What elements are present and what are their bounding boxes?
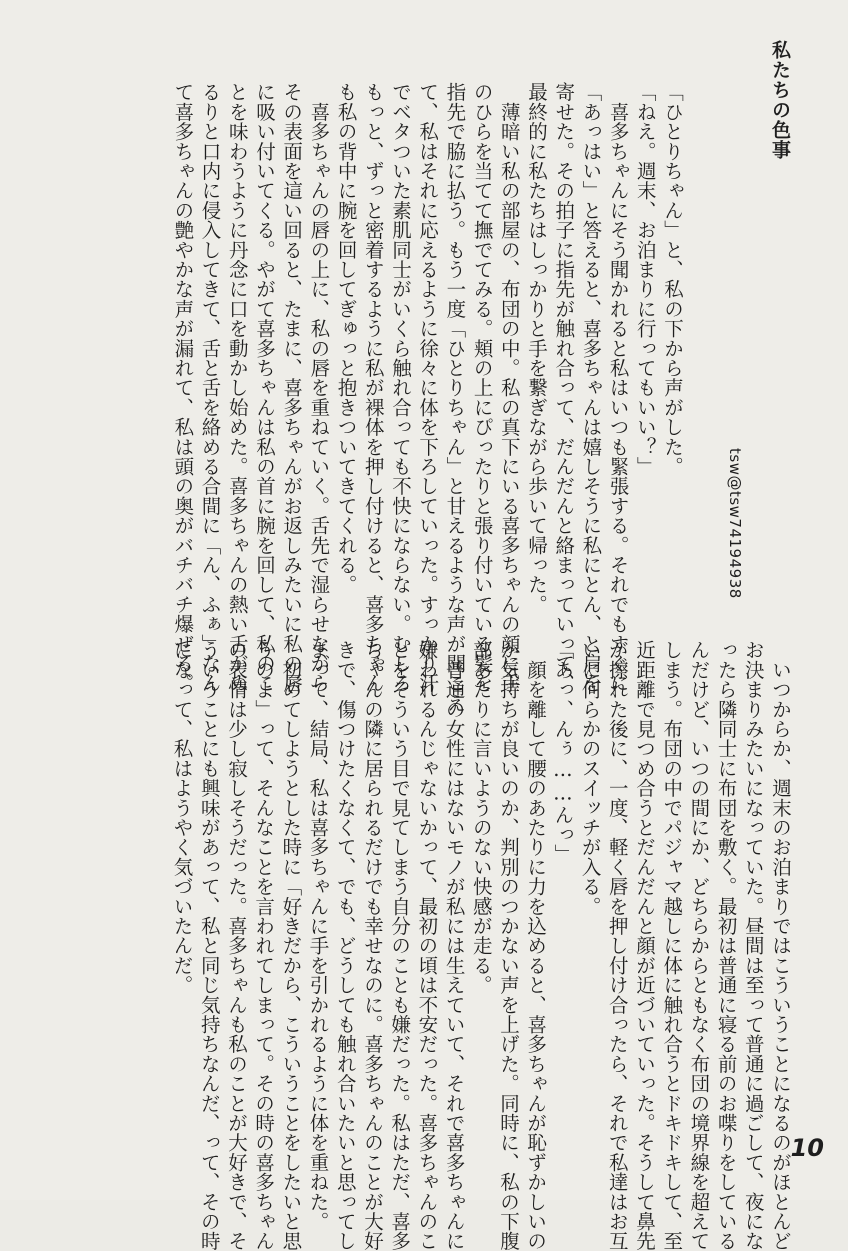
author-credit: tsw@tsw74194938	[726, 448, 744, 599]
upper-text-block: 「ひとりちゃん」と、私の下から声がした。 「ねえ。週末、お泊まりに行ってもいい？」 喜多ちゃんにそう聞かれると私はいつも緊張する。それでもすぐに 「あっはい」と答えると、喜多ちゃんは嬉しそうに私にとん、と肩を 寄せた。その拍子に指先が触れ合って、だんだんと絡まっていって、 最終的に私たちはしっかりと手を繋ぎながら歩いて帰った。 薄暗い私の部屋の、布団の中。私の真下にいる喜多ちゃんの顔に手 のひらを当てて撫でてみる。頬の上にぴったりと張り付いている髪を 指先で脇に払う。もう一度「ひとりちゃん」と甘えるような声が聞こえ て、私はそれに応えるように徐々に体を下ろしていった。すっかり汗 でベタついた素肌同士がいくら触れ合っても不快にならない。むしろ もっと、ずっと密着するように私が裸体を押し付けると、喜多ちゃん も私の背中に腕を回してぎゅっと抱きついてきてくれる。 喜多ちゃんの唇の上に、私の唇を重ねていく。舌先で湿らせながら その表面を這い回ると、たまに、喜多ちゃんがお返しみたいに私の唇 に吸い付いてくる。やがて喜多ちゃんは私の首に腕を回して、私のこ とを味わうように丹念に口を動かし始めた。喜多ちゃんの熱い舌がぬ るりと口内に侵入してきて、舌と舌を絡める合間に「ん、ふぁ」なん て喜多ちゃんの艶やかな声が漏れて、私は頭の奥がバチバチ爆ぜる。	[171, 82, 684, 713]
lower-text-block: いつからか、週末のお泊まりではこういうことになるのがほとんど お決まりみたいになっていた。昼間は至って普通に過ごして、夜にな ったら隣同士に布団を敷く。最初は普通に寝る前のお喋りをしている んだけど、いつの間にか、どちらからともなく布団の境界線を超えて しまう。布団の中でパジャマ越しに体に触れ合うとドキドキして、至 近距離で見つめ合うとだんだんと顔が近づいていった。そうして鼻先 が擦れた後に、一度、軽く唇を押し付け合ったら、それで私達はお互 いに何らかのスイッチが入る。 「あっ、んぅ……んっ」 顔を離して腰のあたりに力を込めると、喜多ちゃんが恥ずかしいの か気持ちが良いのか、判別のつかない声を上げた。同時に、私の下腹 部あたりに言いようのない快感が走る。 普通の女性にはないモノが私には生えていて、それで喜多ちゃんに 嫌われるんじゃないかって、最初の頃は不安だった。喜多ちゃんのこ とをそういう目で見てしまう自分のことも嫌だった。私はただ、喜多 ちゃんの隣に居られるだけでも幸せなのに。喜多ちゃんのことが大好 きで、傷つけたくなくて、でも、どうしても触れ合いたいと思ってし まって、結局、私は喜多ちゃんに手を引かれるように体を重ねた。 初めてしようとした時に「好きだから、こういうことをしたいと思 うのよ」って、そんなことを言われてしまって。その時の喜多ちゃん の表情は少し寂しそうだった。喜多ちゃんも私のことが大好きで、そ ういうことにも興味があって、私と同じ気持ちなんだ、って、その時 になって、私はようやく気づいたんだ。	[170, 640, 792, 1251]
page-number: 10	[790, 1134, 824, 1162]
chapter-title: 私たちの色事	[769, 40, 791, 160]
